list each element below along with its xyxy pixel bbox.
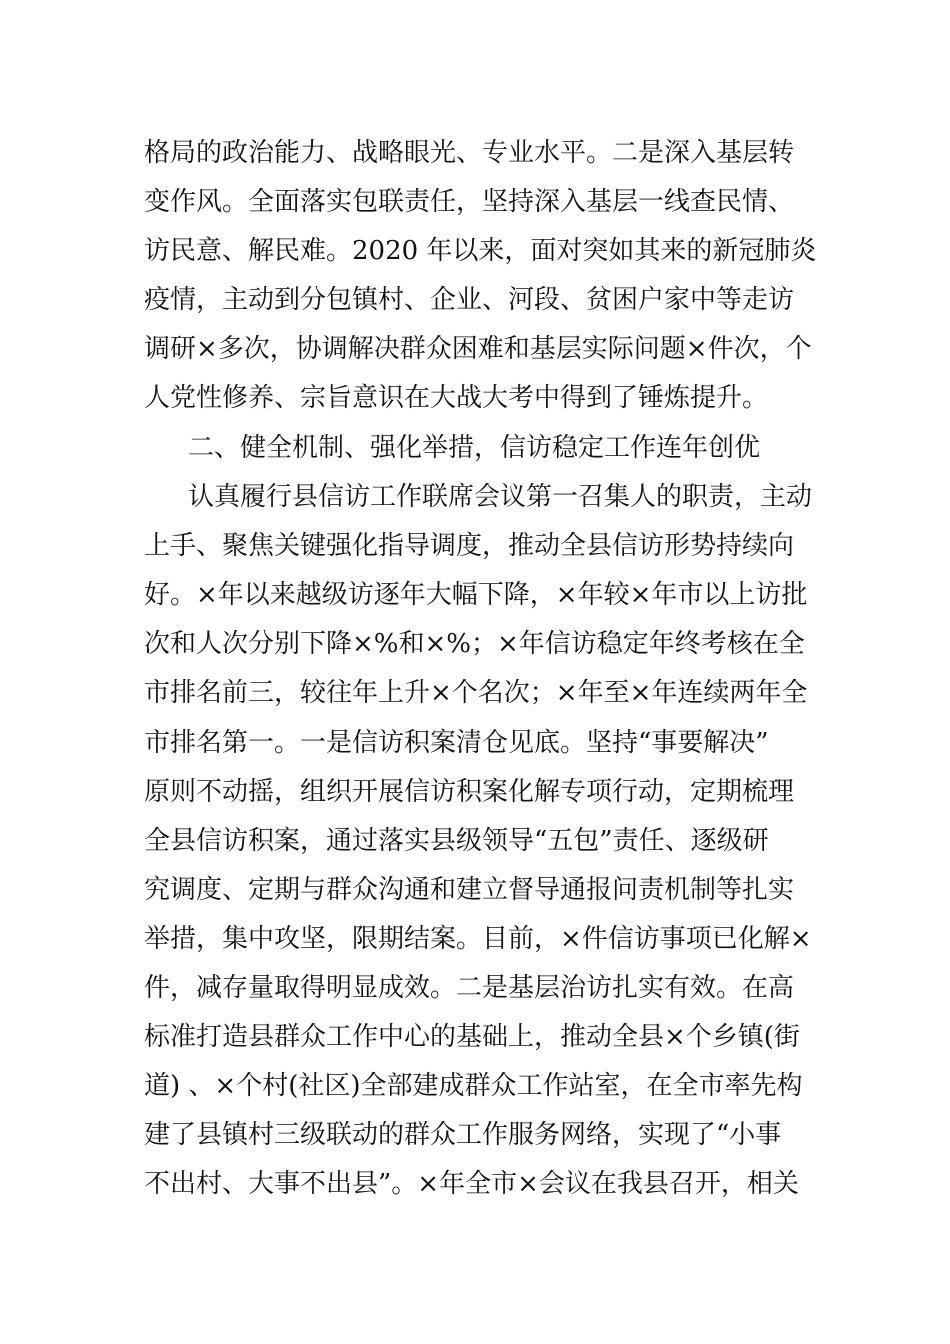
text-line: 好。×年以来越级访逐年大幅下降，×年较×年市以上访批	[144, 580, 808, 611]
text-line: 访民意、解民难。2020 年以来，面对突如其来的新冠肺炎	[144, 236, 817, 267]
section-heading: 二、健全机制、强化举措，信访稳定工作连年创优	[188, 433, 761, 463]
text-line: 建了县镇村三级联动的群众工作服务网络，实现了“小事	[144, 1120, 782, 1151]
text-line: 调研×多次，协调解决群众困难和基层实际问题×件次，个	[144, 334, 812, 365]
text-line: 疫情，主动到分包镇村、企业、河段、贫困户家中等走访	[144, 285, 795, 316]
text-line: 件，减存量取得明显成效。二是基层治访扎实有效。在高	[144, 973, 795, 1004]
text-line: 全县信访积案，通过落实县级领导“五包”责任、逐级研	[144, 825, 769, 856]
text-line: 原则不动摇，组织开展信访积案化解专项行动，定期梳理	[144, 776, 795, 807]
text-line: 不出村、大事不出县”。×年全市×会议在我县召开，相关	[144, 1169, 799, 1200]
text-line: 次和人次分别下降×%和×%；×年信访稳定年终考核在全	[144, 629, 805, 660]
text-line: 道) 、×个村(社区)全部建成群众工作站室，在全市率先构	[144, 1071, 803, 1102]
text-line: 人党性修养、宗旨意识在大战大考中得到了锤炼提升。	[144, 383, 769, 414]
paragraph-continued	[144, 129, 834, 424]
section-two	[144, 424, 834, 1210]
text-line: 认真履行县信访工作联席会议第一召集人的职责，主动	[188, 482, 813, 513]
text-line: 市排名第一。一是信访积案清仓见底。坚持“事要解决”	[144, 727, 769, 758]
text-line: 究调度、定期与群众沟通和建立督导通报问责机制等扎实	[144, 874, 795, 905]
text-line: 格局的政治能力、战略眼光、专业水平。二是深入基层转	[144, 138, 795, 168]
text-line: 标准打造县群众工作中心的基础上，推动全县×个乡镇(街	[144, 1022, 800, 1053]
text-line: 市排名前三，较往年上升×个名次；×年至×年连续两年全	[144, 678, 808, 709]
text-line: 上手、聚焦关键强化指导调度，推动全县信访形势持续向	[144, 531, 795, 562]
text-line: 变作风。全面落实包联责任，坚持深入基层一线查民情、	[144, 187, 795, 218]
text-line: 举措，集中攻坚，限期结案。目前，×件信访事项已化解×	[144, 923, 812, 954]
